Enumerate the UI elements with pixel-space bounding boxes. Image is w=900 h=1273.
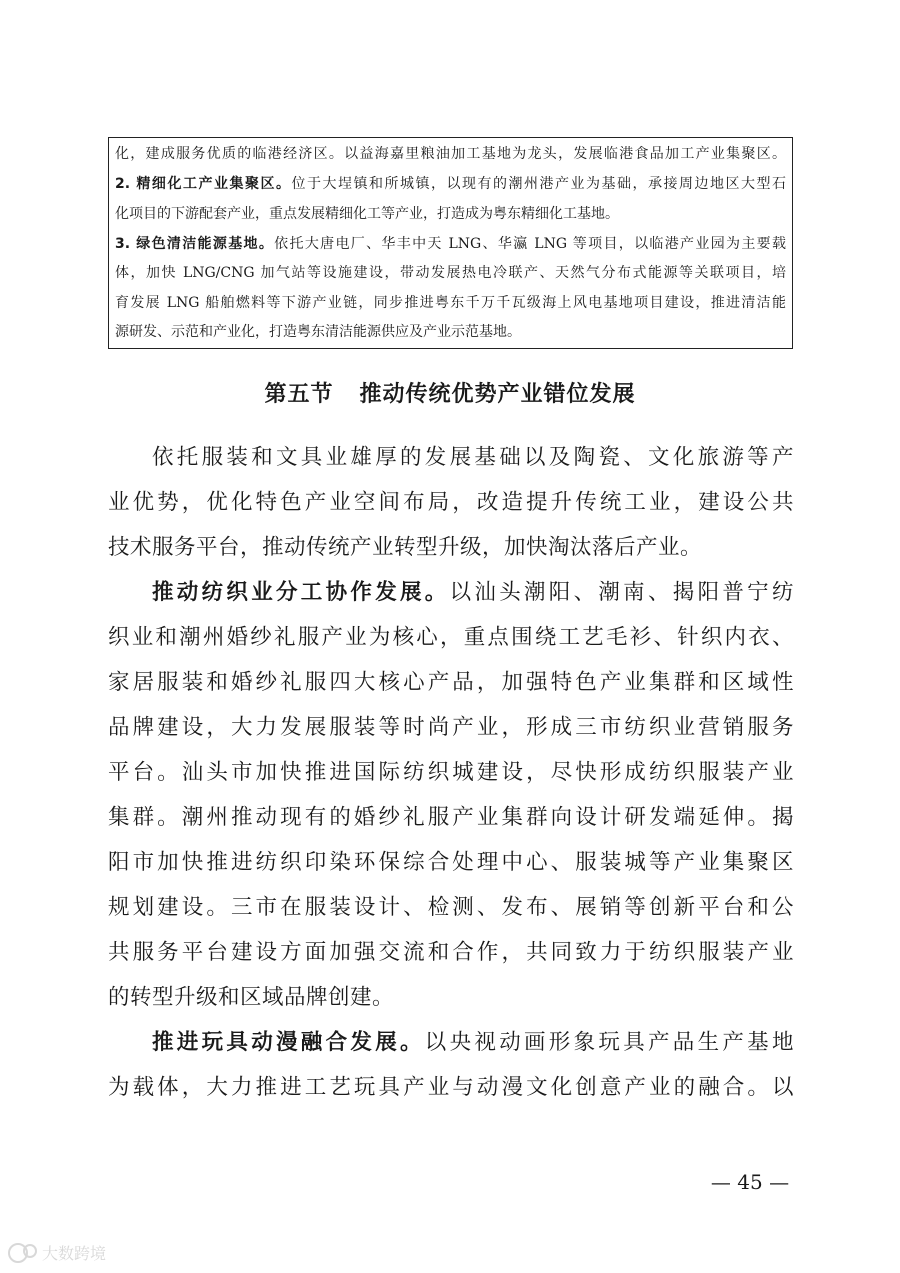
paragraph-line: 业优势，优化特色产业空间布局，改造提升传统工业，建设公共 [108, 490, 794, 515]
paragraph-line: 织业和潮州婚纱礼服产业为核心，重点围绕工艺毛衫、针织内衣、 [108, 625, 794, 650]
paragraph-line: 平台。汕头市加快推进国际纺织城建设，尽快形成纺织服装产业 [108, 760, 794, 785]
paragraph-line: 规划建设。三市在服装设计、检测、发布、展销等创新平台和公 [108, 895, 794, 920]
section-number: 第五节 [264, 382, 334, 407]
box-line: 源研发、示范和产业化，打造粤东清洁能源供应及产业示范基地。 [115, 324, 521, 340]
page-number: — 45 — [710, 1170, 790, 1194]
section-title [0, 378, 900, 412]
box-line: 2. 精细化工产业集聚区。位于大埕镇和所城镇，以现有的潮州港产业为基础，承接周边地区大型石 [115, 176, 786, 192]
box-line: 育发展 LNG 船舶燃料等下游产业链，同步推进粤东千万千瓦级海上风电基地项目建设，推进清洁能 [115, 295, 786, 311]
paragraph-line: 共服务平台建设方面加强交流和合作，共同致力于纺织服装产业 [108, 940, 794, 965]
paragraph-line: 推进玩具动漫融合发展。以央视动画形象玩具产品生产基地 [152, 1030, 794, 1055]
paragraph-line: 推动纺织业分工协作发展。以汕头潮阳、潮南、揭阳普宁纺 [152, 580, 794, 605]
paragraph-line: 品牌建设，大力发展服装等时尚产业，形成三市纺织业营销服务 [108, 715, 794, 740]
paragraph-line: 为载体，大力推进工艺玩具产业与动漫文化创意产业的融合。以 [108, 1075, 794, 1100]
highlight-box [108, 137, 793, 349]
box-line: 化，建成服务优质的临港经济区。以益海嘉里粮油加工基地为龙头，发展临港食品加工产业集聚区。 [115, 146, 786, 162]
paragraph-line: 依托服装和文具业雄厚的发展基础以及陶瓷、文化旅游等产 [152, 445, 794, 470]
box-line: 体，加快 LNG/CNG 加气站等设施建设，带动发展热电冷联产、天然气分布式能源等关联项目，培 [115, 265, 786, 281]
watermark-logo [6, 1238, 146, 1268]
paragraph-line: 阳市加快推进纺织印染环保综合处理中心、服装城等产业集聚区 [108, 850, 794, 875]
paragraph-line: 技术服务平台，推动传统产业转型升级，加快淘汰落后产业。 [108, 535, 703, 560]
box-line: 3. 绿色清洁能源基地。依托大唐电厂、华丰中天 LNG、华瀛 LNG 等项目，以临港产业园为主要载 [115, 236, 786, 252]
paragraph-line: 的转型升级和区域品牌创建。 [108, 985, 395, 1010]
paragraph-line: 家居服装和婚纱礼服四大核心产品，加强特色产业集群和区域性 [108, 670, 794, 695]
paragraph-line: 集群。潮州推动现有的婚纱礼服产业集群向设计研发端延伸。揭 [108, 805, 794, 830]
box-line: 化项目的下游配套产业，重点发展精细化工等产业，打造成为粤东精细化工基地。 [115, 206, 619, 222]
watermark-text: 大数跨境 [42, 1244, 107, 1263]
section-heading: 推动传统优势产业错位发展 [359, 382, 636, 407]
